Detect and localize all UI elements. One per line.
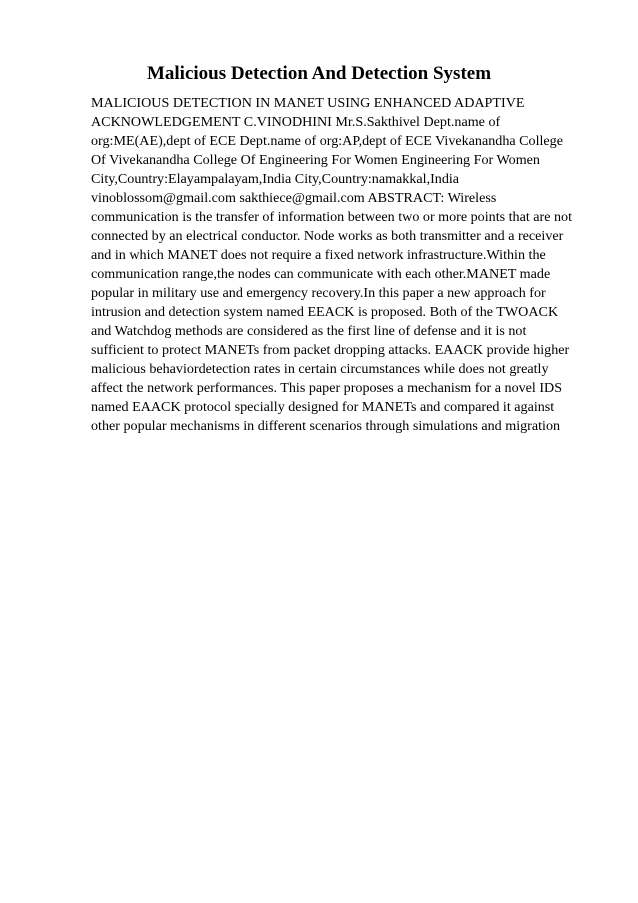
text-line: popular in military use and emergency recovery.In this paper a new approach for	[91, 285, 546, 301]
page-title: Malicious Detection And Detection System	[146, 63, 492, 84]
text-line: org:ME(AE),dept of ECE Dept.name of org:AP,dept of ECE Vivekanandha College	[91, 133, 563, 149]
text-line: communication range,the nodes can communicate with each other.MANET made	[91, 266, 551, 282]
text-line: other popular mechanisms in different scenarios through simulations and migration	[91, 418, 561, 434]
text-line: MALICIOUS DETECTION IN MANET USING ENHANCED ADAPTIVE	[91, 95, 525, 111]
text-line: malicious behaviordetection rates in certain circumstances while does not greatly	[91, 361, 549, 377]
text-line: Of Vivekanandha College Of Engineering For Women Engineering For Women	[91, 152, 540, 168]
text-line: sufficient to protect MANETs from packet dropping attacks. EAACK provide higher	[91, 342, 570, 358]
text-line: connected by an electrical conductor. Node works as both transmitter and a receiver	[91, 228, 564, 244]
text-line: affect the network performances. This paper proposes a mechanism for a novel IDS	[91, 380, 563, 396]
text-line: and in which MANET does not require a fixed network infrastructure.Within the	[91, 247, 546, 263]
text-line: named EAACK protocol specially designed for MANETs and compared it against	[91, 399, 555, 415]
text-line: ACKNOWLEDGEMENT C.VINODHINI Mr.S.Sakthivel Dept.name of	[91, 114, 501, 130]
text-line: vinoblossom@gmail.com sakthiece@gmail.com ABSTRACT: Wireless	[91, 190, 497, 206]
text-line: and Watchdog methods are considered as the first line of defense and it is not	[91, 323, 527, 339]
text-line: intrusion and detection system named EEACK is proposed. Both of the TWOACK	[91, 304, 559, 320]
text-line: communication is the transfer of information between two or more points that are not	[91, 209, 573, 225]
body-text	[91, 94, 631, 436]
text-line: City,Country:Elayampalayam,India City,Country:namakkal,India	[91, 171, 460, 187]
